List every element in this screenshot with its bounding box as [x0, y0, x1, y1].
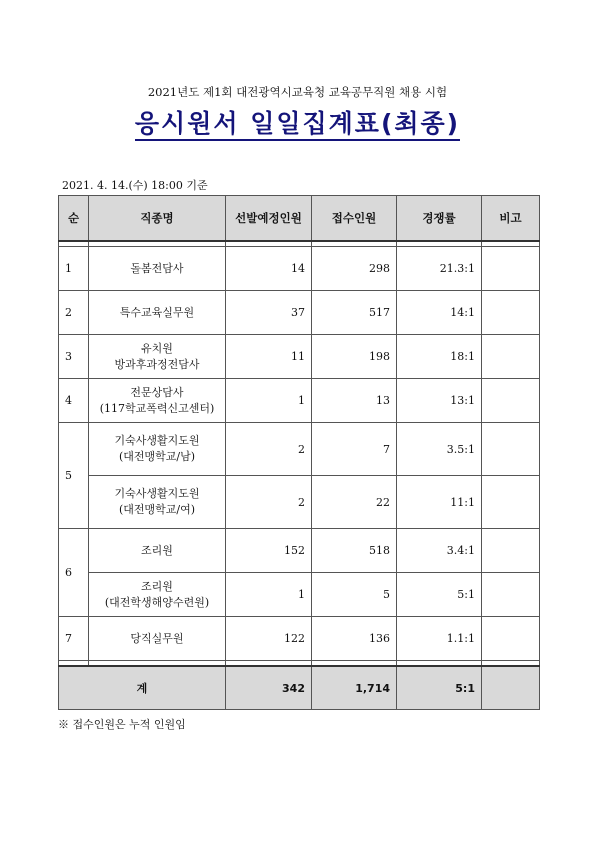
planned-count: 37 [226, 291, 312, 335]
table-row [59, 247, 540, 291]
applied-count: 13 [312, 379, 397, 423]
job-title: 돌봄전담사 [130, 261, 184, 275]
job-title: 조리원 [141, 543, 173, 557]
col-header-applied: 접수인원 [312, 196, 397, 242]
row-no: 5 [59, 423, 89, 529]
footnote: ※ 접수인원은 누적 인원임 [58, 718, 186, 731]
job-name [89, 476, 226, 529]
planned-count: 11 [226, 335, 312, 379]
col-header-note: 비고 [482, 196, 540, 242]
job-name [89, 573, 226, 617]
job-title: 유치원 [141, 341, 173, 355]
planned-count: 14 [226, 247, 312, 291]
job-subtitle: (대전맹학교/여) [118, 503, 196, 516]
job-title: 기숙사생활지도원 [114, 487, 200, 500]
row-no: 7 [59, 617, 89, 661]
total-remark [482, 666, 540, 710]
total-row [59, 666, 540, 710]
applied-count: 518 [312, 529, 397, 573]
job-name [89, 247, 226, 291]
row-no: 4 [59, 379, 89, 423]
table-row [59, 291, 540, 335]
remark-cell [482, 291, 540, 335]
job-name [89, 379, 226, 423]
competition-ratio: 1.1:1 [397, 617, 482, 661]
job-subtitle: 방과후과정전담사 [114, 357, 200, 371]
competition-ratio: 13:1 [397, 379, 482, 423]
job-title: 당직실무원 [130, 631, 184, 645]
job-name [89, 423, 226, 476]
competition-ratio: 18:1 [397, 335, 482, 379]
competition-ratio: 11:1 [397, 476, 482, 529]
basis-datetime: 2021. 4. 14.(수) 18:00 기준 [62, 179, 208, 192]
total-planned: 342 [226, 666, 312, 710]
job-title: 기숙사생활지도원 [114, 434, 200, 447]
remark-cell [482, 335, 540, 379]
total-applied: 1,714 [312, 666, 397, 710]
job-subtitle: (117학교폭력신고센터) [99, 401, 215, 415]
planned-count: 2 [226, 423, 312, 476]
table-row [59, 379, 540, 423]
applied-count: 517 [312, 291, 397, 335]
competition-ratio: 5:1 [397, 573, 482, 617]
applied-count: 136 [312, 617, 397, 661]
competition-ratio: 3.5:1 [397, 423, 482, 476]
col-header-ratio: 경쟁률 [397, 196, 482, 242]
applied-count: 198 [312, 335, 397, 379]
table-row [59, 529, 540, 573]
competition-ratio: 21.3:1 [397, 247, 482, 291]
planned-count: 1 [226, 379, 312, 423]
exam-subtitle: 2021년도 제1회 대전광역시교육청 교육공무직원 채용 시험 [147, 85, 448, 99]
application-stats-table [58, 195, 540, 710]
table-header-row [59, 196, 540, 242]
remark-cell [482, 573, 540, 617]
applied-count: 7 [312, 423, 397, 476]
job-subtitle: (대전학생해양수련원) [104, 595, 210, 609]
total-label: 계 [59, 666, 226, 710]
competition-ratio: 14:1 [397, 291, 482, 335]
planned-count: 1 [226, 573, 312, 617]
job-name [89, 335, 226, 379]
job-title: 조리원 [141, 579, 173, 593]
job-name [89, 617, 226, 661]
job-name [89, 529, 226, 573]
planned-count: 122 [226, 617, 312, 661]
table-row [59, 335, 540, 379]
table-row [59, 617, 540, 661]
planned-count: 2 [226, 476, 312, 529]
applied-count: 298 [312, 247, 397, 291]
competition-ratio: 3.4:1 [397, 529, 482, 573]
remark-cell [482, 247, 540, 291]
table-row [59, 476, 540, 529]
remark-cell [482, 379, 540, 423]
job-title: 전문상담사 [130, 385, 184, 399]
remark-cell [482, 529, 540, 573]
table-row [59, 573, 540, 617]
remark-cell [482, 423, 540, 476]
col-header-job: 직종명 [89, 196, 226, 242]
applied-count: 22 [312, 476, 397, 529]
remark-cell [482, 617, 540, 661]
page-title [0, 104, 595, 140]
row-no: 2 [59, 291, 89, 335]
total-ratio: 5:1 [397, 666, 482, 710]
page-title-text: 응시원서 일일집계표(최종) [135, 109, 460, 141]
col-header-planned: 선발예정인원 [226, 196, 312, 242]
remark-cell [482, 476, 540, 529]
job-title: 특수교육실무원 [119, 305, 195, 319]
applied-count: 5 [312, 573, 397, 617]
table-row [59, 423, 540, 476]
job-name [89, 291, 226, 335]
row-no: 6 [59, 529, 89, 617]
col-header-no: 순 [59, 196, 89, 242]
planned-count: 152 [226, 529, 312, 573]
row-no: 3 [59, 335, 89, 379]
row-no: 1 [59, 247, 89, 291]
job-subtitle: (대전맹학교/남) [118, 450, 196, 463]
